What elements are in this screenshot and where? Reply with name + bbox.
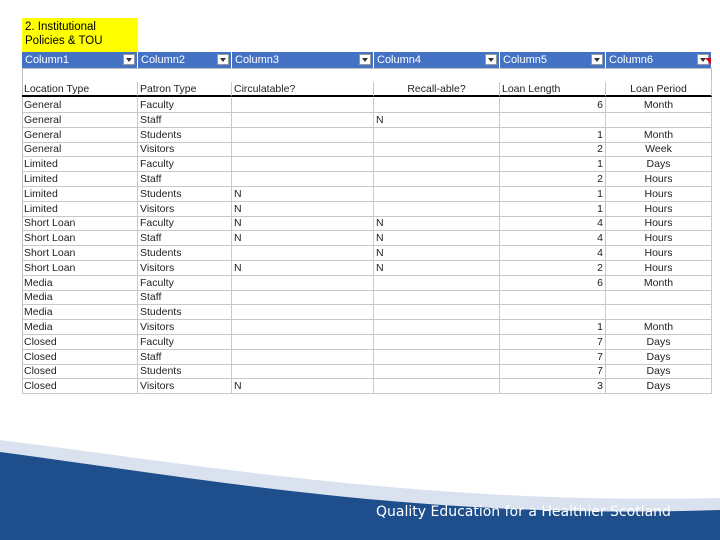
table-cell[interactable]: Hours — [606, 216, 712, 231]
table-cell[interactable]: Hours — [606, 202, 712, 217]
table-cell[interactable]: Visitors — [138, 202, 232, 217]
table-row — [22, 364, 712, 379]
table-cell[interactable]: N — [232, 261, 374, 276]
table-cell[interactable]: 3 — [500, 379, 606, 394]
table-cell[interactable] — [374, 379, 500, 394]
table-cell[interactable] — [232, 172, 374, 187]
table-cell[interactable] — [232, 113, 374, 128]
table-cell[interactable] — [374, 335, 500, 350]
table-cell[interactable] — [374, 187, 500, 202]
column-header-label: Column5 — [503, 54, 548, 66]
spreadsheet-grid — [22, 68, 712, 394]
column-header-label: Column1 — [25, 54, 70, 66]
table-cell[interactable]: Hours — [606, 246, 712, 261]
column-header-label: Column6 — [609, 54, 654, 66]
table-cell[interactable]: Days — [606, 350, 712, 365]
table-cell[interactable]: Students — [138, 305, 232, 320]
column-header-2[interactable] — [138, 52, 232, 68]
footer-swoosh — [0, 410, 720, 540]
table-cell[interactable] — [232, 290, 374, 305]
table-cell[interactable]: Short Loan — [22, 216, 138, 231]
table-row — [22, 290, 712, 305]
column-header-label: Column2 — [141, 54, 186, 66]
table-cell[interactable]: Staff — [138, 113, 232, 128]
table-row — [22, 202, 712, 217]
table-cell[interactable]: N — [232, 231, 374, 246]
table-cell[interactable]: 4 — [500, 246, 606, 261]
table-cell[interactable] — [374, 305, 500, 320]
table-cell[interactable] — [232, 246, 374, 261]
table-header-row — [22, 52, 712, 68]
column-header-4[interactable] — [374, 52, 500, 68]
table-cell[interactable]: N — [232, 187, 374, 202]
table-cell[interactable]: General — [22, 128, 138, 143]
table-cell[interactable]: 1 — [500, 202, 606, 217]
table-row — [22, 335, 712, 350]
table-cell[interactable]: Students — [138, 128, 232, 143]
table-cell[interactable]: Short Loan — [22, 231, 138, 246]
table-cell[interactable]: 7 — [500, 335, 606, 350]
table-cell[interactable] — [232, 142, 374, 157]
table-row — [22, 231, 712, 246]
table-cell[interactable]: Media — [22, 320, 138, 335]
table-cell[interactable]: Hours — [606, 261, 712, 276]
table-cell[interactable]: N — [232, 379, 374, 394]
table-cell[interactable]: General — [22, 113, 138, 128]
table-cell[interactable] — [374, 290, 500, 305]
table-cell[interactable] — [374, 350, 500, 365]
table-cell[interactable]: Faculty — [138, 276, 232, 291]
table-cell[interactable]: 6 — [500, 276, 606, 291]
table-cell[interactable]: Visitors — [138, 379, 232, 394]
table-cell[interactable]: Limited — [22, 187, 138, 202]
table-cell[interactable]: N — [232, 216, 374, 231]
table-cell[interactable]: Month — [606, 320, 712, 335]
table-cell[interactable]: Media — [22, 290, 138, 305]
table-row — [22, 305, 712, 320]
column-header-label: Column4 — [377, 54, 422, 66]
table-cell[interactable]: Staff — [138, 231, 232, 246]
table-row — [22, 379, 712, 394]
table-cell[interactable]: Hours — [606, 231, 712, 246]
filter-dropdown-icon[interactable] — [591, 54, 603, 65]
table-cell[interactable]: 1 — [500, 187, 606, 202]
table-cell[interactable] — [374, 128, 500, 143]
table-cell[interactable] — [232, 350, 374, 365]
table-cell[interactable] — [232, 305, 374, 320]
table-cell[interactable] — [606, 290, 712, 305]
table-cell[interactable]: Visitors — [138, 261, 232, 276]
table-row — [22, 113, 712, 128]
table-cell[interactable] — [232, 157, 374, 172]
table-cell[interactable]: Hours — [606, 187, 712, 202]
subheader-cell[interactable]: Circulatable? — [232, 82, 374, 97]
table-cell[interactable]: Month — [606, 128, 712, 143]
table-cell[interactable]: Students — [138, 246, 232, 261]
table-cell[interactable]: 6 — [500, 98, 606, 113]
column-header-1[interactable] — [22, 52, 138, 68]
table-cell[interactable] — [232, 98, 374, 113]
table-cell[interactable]: Visitors — [138, 320, 232, 335]
table-cell[interactable]: Closed — [22, 379, 138, 394]
table-cell[interactable]: N — [232, 202, 374, 217]
table-cell[interactable]: Month — [606, 276, 712, 291]
table-cell[interactable] — [232, 335, 374, 350]
table-cell[interactable]: N — [374, 261, 500, 276]
table-cell[interactable]: Faculty — [138, 98, 232, 113]
table-cell[interactable] — [232, 276, 374, 291]
table-cell[interactable]: Month — [606, 98, 712, 113]
table-cell[interactable] — [374, 320, 500, 335]
table-row — [22, 172, 712, 187]
table-row — [22, 350, 712, 365]
table-row — [22, 157, 712, 172]
table-cell[interactable]: Media — [22, 276, 138, 291]
sheet-title: 2. Institutional Policies & TOU — [22, 18, 138, 52]
table-row — [22, 246, 712, 261]
table-cell[interactable]: Days — [606, 335, 712, 350]
table-row — [22, 276, 712, 291]
table-cell[interactable]: Hours — [606, 172, 712, 187]
table-cell[interactable]: General — [22, 142, 138, 157]
table-cell[interactable]: Staff — [138, 350, 232, 365]
subheader-cell[interactable]: Patron Type — [138, 82, 232, 97]
column-header-label: Column3 — [235, 54, 280, 66]
table-cell[interactable]: Faculty — [138, 216, 232, 231]
comment-marker — [705, 58, 711, 64]
table-cell[interactable]: 1 — [500, 128, 606, 143]
table-cell[interactable]: Visitors — [138, 142, 232, 157]
table-cell[interactable]: Days — [606, 364, 712, 379]
table-cell[interactable]: 2 — [500, 172, 606, 187]
subheader-cell[interactable]: Recall-able? — [374, 82, 500, 97]
table-cell[interactable]: Days — [606, 157, 712, 172]
table-cell[interactable]: N — [374, 246, 500, 261]
table-cell[interactable]: Closed — [22, 350, 138, 365]
table-cell[interactable]: Limited — [22, 157, 138, 172]
table-row — [22, 142, 712, 157]
filter-dropdown-icon[interactable] — [485, 54, 497, 65]
table-cell[interactable]: Students — [138, 364, 232, 379]
table-cell[interactable] — [374, 172, 500, 187]
table-cell[interactable]: 2 — [500, 261, 606, 276]
subheader-row — [22, 82, 712, 97]
table-cell[interactable]: Limited — [22, 202, 138, 217]
table-cell[interactable] — [500, 290, 606, 305]
table-cell[interactable]: Short Loan — [22, 261, 138, 276]
filter-dropdown-icon[interactable] — [123, 54, 135, 65]
table-cell[interactable]: Staff — [138, 172, 232, 187]
table-cell[interactable]: N — [374, 113, 500, 128]
column-header-6[interactable] — [606, 52, 712, 68]
table-cell[interactable] — [232, 128, 374, 143]
table-cell[interactable]: General — [22, 98, 138, 113]
subheader-cell[interactable]: Location Type — [22, 82, 138, 97]
table-cell[interactable] — [232, 320, 374, 335]
table-cell[interactable]: Week — [606, 142, 712, 157]
table-cell[interactable]: Faculty — [138, 335, 232, 350]
table-cell[interactable]: Students — [138, 187, 232, 202]
table-cell[interactable]: Media — [22, 305, 138, 320]
table-cell[interactable]: Short Loan — [22, 246, 138, 261]
table-cell[interactable] — [500, 305, 606, 320]
table-cell[interactable]: 7 — [500, 350, 606, 365]
filter-dropdown-icon[interactable] — [217, 54, 229, 65]
table-cell[interactable] — [606, 113, 712, 128]
table-cell[interactable]: 1 — [500, 157, 606, 172]
table-cell[interactable] — [374, 98, 500, 113]
table-row — [22, 320, 712, 335]
table-cell[interactable] — [232, 364, 374, 379]
table-cell[interactable]: Staff — [138, 290, 232, 305]
subheader-cell[interactable]: Loan Length — [500, 82, 606, 97]
table-cell[interactable]: Faculty — [138, 157, 232, 172]
table-row — [22, 187, 712, 202]
subheader-cell[interactable]: Loan Period — [606, 82, 712, 97]
column-header-3[interactable] — [232, 52, 374, 68]
filter-dropdown-icon[interactable] — [359, 54, 371, 65]
table-cell[interactable] — [374, 142, 500, 157]
table-cell[interactable]: N — [374, 216, 500, 231]
table-cell[interactable] — [374, 364, 500, 379]
table-row — [22, 261, 712, 276]
table-cell[interactable]: Closed — [22, 364, 138, 379]
table-cell[interactable]: 4 — [500, 231, 606, 246]
table-cell[interactable] — [606, 305, 712, 320]
table-cell[interactable]: 7 — [500, 364, 606, 379]
table-row — [22, 98, 712, 113]
table-row — [22, 128, 712, 143]
table-cell[interactable]: Limited — [22, 172, 138, 187]
column-header-5[interactable] — [500, 52, 606, 68]
table-cell[interactable] — [374, 202, 500, 217]
table-cell[interactable]: Closed — [22, 335, 138, 350]
footer-tagline: Quality Education for a Healthier Scotland — [376, 504, 671, 520]
table-cell[interactable]: N — [374, 231, 500, 246]
table-cell[interactable]: 2 — [500, 142, 606, 157]
table-cell[interactable]: 4 — [500, 216, 606, 231]
table-cell[interactable]: 1 — [500, 320, 606, 335]
table-row — [22, 216, 712, 231]
table-cell[interactable] — [374, 157, 500, 172]
table-cell[interactable]: Days — [606, 379, 712, 394]
table-cell[interactable] — [500, 113, 606, 128]
table-cell[interactable] — [374, 276, 500, 291]
